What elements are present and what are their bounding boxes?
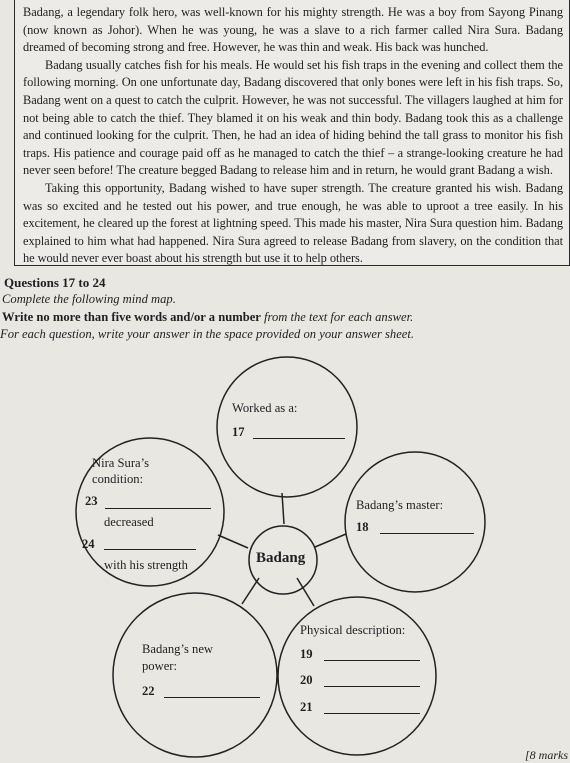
- connector-condition: [218, 535, 248, 548]
- center-label: Badang: [256, 550, 306, 566]
- passage-paragraph-3: Taking this opportunity, Badang wished to have super strength. The creature granted his wish. Badang was so excited and he tested out his power, and true enough, he was able to uproot a tree easily. In his excitement, he cleared up the forest at lightning speed. This made his master, Nira Sura question him. Badang explained to him what had happened. Nira Sura agreed to release Badang from slavery, on the condition that he would never ever boast about his strength but use it to help others.: [23, 180, 563, 266]
- physical-label: Physical description:: [300, 623, 406, 637]
- q24-number: 24: [82, 537, 95, 551]
- instruction-answer-sheet: For each question, write your answer in the space provided on your answer sheet.: [0, 327, 415, 341]
- q18-number: 18: [356, 520, 369, 534]
- condition-label-2: condition:: [92, 472, 144, 486]
- condition-text-strength: with his strength: [104, 558, 188, 572]
- q23-blank[interactable]: [105, 508, 211, 509]
- q21-blank[interactable]: [324, 713, 420, 714]
- passage-paragraph-2: Badang usually catches fish for his meals. He would set his fish traps in the evening and collect them the following morning. On one unfortunate day, Badang discovered that only bones were left in his fish traps. So, Badang went on a quest to catch the culprit. However, he was not successful. The villagers laughed at him for not being able to catch the thief. They blamed it on his weak and thin body. Badang took this as a challenge and continued looking for the culprit. Then, he had an idea of hiding behind the tall grass to monitor his fish traps. His patience and courage paid off as he managed to catch the thief – a strange-looking creature he had never seen before! The creature begged Badang to release him and in return, he would grant Badang a wish.: [23, 57, 563, 178]
- questions-heading: Questions 17 to 24: [4, 275, 106, 290]
- instruction-complete: Complete the following mind map.: [2, 292, 176, 306]
- q19-blank[interactable]: [324, 660, 420, 661]
- condition-label-1: Nira Sura’s: [92, 456, 150, 470]
- condition-text-decreased: decreased: [104, 515, 154, 529]
- circle-new-power: [113, 593, 277, 757]
- q22-number: 22: [142, 684, 155, 698]
- marks-label: [8 marks: [524, 748, 568, 762]
- worked-as-label: Worked as a:: [232, 401, 298, 415]
- q20-number: 20: [300, 673, 313, 687]
- q24-blank[interactable]: [104, 549, 196, 550]
- master-label: Badang’s master:: [356, 498, 444, 512]
- new-power-label-1: Badang’s new: [142, 642, 213, 656]
- q18-blank[interactable]: [380, 533, 474, 534]
- new-power-label-2: power:: [142, 659, 177, 673]
- q21-number: 21: [300, 700, 313, 714]
- q23-number: 23: [85, 494, 98, 508]
- q17-blank[interactable]: [253, 438, 345, 439]
- q20-blank[interactable]: [324, 686, 420, 687]
- connector-master: [315, 534, 346, 547]
- q19-number: 19: [300, 647, 313, 661]
- passage-paragraph-1: Badang, a legendary folk hero, was well-known for his mighty strength. He was a boy from Sayong Pinang (now known as Johor). When he was young, he was a slave to a rich farmer called Nira Sura. Badang dreamed of becoming strong and free. However, he was thin and weak. His back was hunched.: [23, 5, 563, 55]
- q17-number: 17: [232, 425, 245, 439]
- instruction-word-limit-rest: from the text for each answer.: [260, 310, 414, 324]
- instruction-word-limit-bold: Write no more than five words and/or a number: [2, 310, 261, 324]
- connector-physical: [297, 578, 314, 606]
- q22-blank[interactable]: [164, 697, 260, 698]
